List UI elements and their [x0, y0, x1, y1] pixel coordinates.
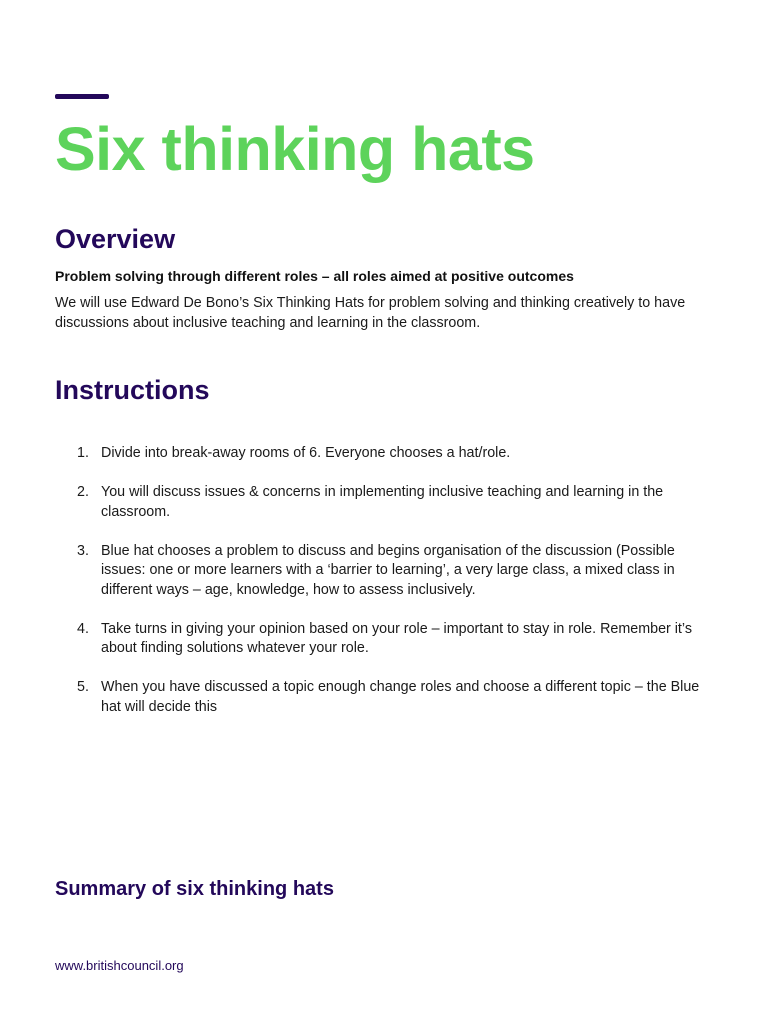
- overview-body: We will use Edward De Bono’s Six Thinking Hats for problem solving and thinking creatively to have discussions about inclusive teaching and learning in the classroom.: [55, 295, 686, 331]
- instruction-step: [55, 542, 715, 601]
- instruction-step: [55, 444, 715, 464]
- step-text: You will discuss issues & concerns in implementing inclusive teaching and learning in the classroom.: [101, 484, 664, 520]
- instruction-step: [55, 620, 715, 659]
- step-number: 5.: [77, 679, 89, 695]
- instruction-step: [55, 483, 715, 522]
- step-text: Blue hat chooses a problem to discuss and begins organisation of the discussion (Possible issues: one or more learners with a ‘barrier to learning’, a very large class, a mixed class in different ways – age, knowledge, how to assess inclusively.: [101, 542, 675, 598]
- step-text: When you have discussed a topic enough change roles and choose a different topic – the Blue hat will decide this: [101, 679, 700, 715]
- step-number: 4.: [77, 620, 89, 637]
- step-number: 2.: [77, 484, 89, 500]
- step-text: Take turns in giving your opinion based on your role – important to stay in role. Remember it’s about finding solutions whatever your role.: [101, 620, 692, 656]
- instruction-step: [55, 678, 715, 717]
- title-accent-bar: [55, 94, 109, 99]
- step-number: 1.: [77, 445, 89, 461]
- instructions-heading: Instructions: [55, 375, 210, 405]
- summary-heading: Summary of six thinking hats: [55, 878, 334, 900]
- step-number: 3.: [77, 542, 89, 559]
- footer-website-link[interactable]: www.britishcouncil.org: [55, 958, 184, 973]
- page-title: Six thinking hats: [55, 115, 535, 183]
- step-text: Divide into break-away rooms of 6. Everyone chooses a hat/role.: [101, 445, 511, 461]
- overview-subheading: Problem solving through different roles – all roles aimed at positive outcomes: [55, 268, 574, 284]
- overview-heading: Overview: [55, 224, 176, 254]
- instructions-list: [55, 444, 715, 737]
